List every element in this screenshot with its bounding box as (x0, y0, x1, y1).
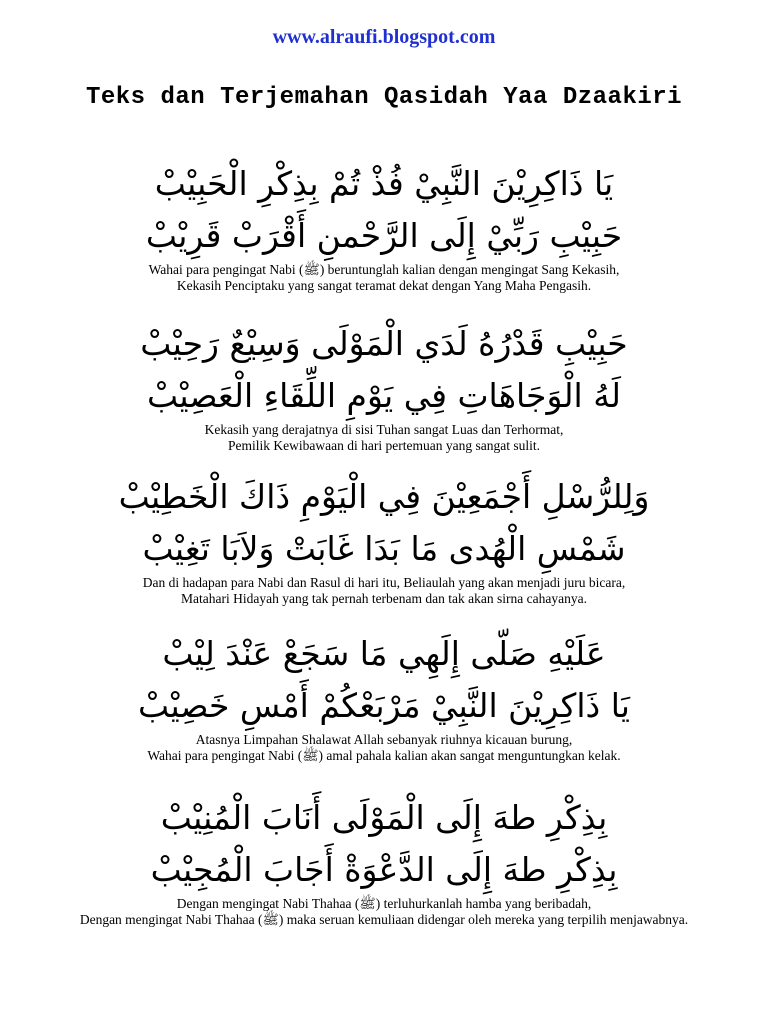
blog-url-link[interactable]: www.alraufi.blogspot.com (272, 26, 496, 48)
translation-line: Matahari Hidayah yang tak pernah terbenam dan tak akan sirna cahayanya. (181, 591, 587, 606)
arabic-line: حَبِيْبِ قَدْرُهُ لَدَي الْمَوْلَى وَسِيْعٌ رَحِيْبْ (140, 324, 628, 363)
translation-line: Pemilik Kewibawaan di hari pertemuan yang sangat sulit. (228, 438, 540, 453)
translation-line: Dengan mengingat Nabi Thahaa (ﷺ) maka seruan kemuliaan didengar oleh mereka yang terpilih menjawabnya. (79, 912, 689, 927)
stanza-5 (0, 792, 768, 928)
translation-line: Kekasih Penciptaku yang sangat teramat dekat dengan Yang Maha Pengasih. (176, 278, 592, 293)
arabic-line: يَا ذَاكِرِيْنَ النَّبِيْ فُذْ تُمْ بِذِكْرِ الْحَبِيْبْ (154, 164, 614, 203)
page-title: Teks dan Terjemahan Qasidah Yaa Dzaakiri (85, 84, 683, 111)
arabic-line: بِذِكْرِ طهَ إِلَى الْمَوْلَى أَنَابَ الْمُنِيْبْ (160, 798, 608, 837)
translation-line: Kekasih yang derajatnya di sisi Tuhan sangat Luas dan Terhormat, (204, 422, 564, 437)
arabic-line: يَا ذَاكِرِيْنَ النَّبِيْ مَرْبَعْكُمْ أَمْسِ خَصِيْبْ (138, 686, 630, 725)
translation-line: Dengan mengingat Nabi Thahaa (ﷺ) terluhurkanlah hamba yang beribadah, (176, 896, 592, 911)
arabic-line: بِذِكْرِ طهَ إِلَى الدَّعْوَةْ أَجَابَ الْمُجِيْبْ (150, 850, 618, 889)
translation-line: Atasnya Limpahan Shalawat Allah sebanyak riuhnya kicauan burung, (195, 732, 573, 747)
translation-line: Wahai para pengingat Nabi (ﷺ) beruntunglah kalian dengan mengingat Sang Kekasih, (148, 262, 620, 277)
arabic-line: لَهُ الْوَجَاهَاتِ فِي يَوْمِ اللِّقَاءِ الْعَصِيْبْ (147, 376, 621, 415)
arabic-line: وَلِلرُّسْلِ أَجْمَعِيْنَ فِي الْيَوْمِ ذَاكَ الْخَطِيْبْ (118, 477, 650, 516)
translation-line: Dan di hadapan para Nabi dan Rasul di hari itu, Beliaulah yang akan menjadi juru bicara, (142, 575, 626, 590)
translation-line: Wahai para pengingat Nabi (ﷺ) amal pahala kalian akan sangat menguntungkan kelak. (147, 748, 621, 763)
arabic-line: شَمْسِ الْهُدى مَا بَدَا غَابَتْ وَلاَبَا تَغِيْبْ (142, 529, 626, 568)
stanza-2 (0, 318, 768, 454)
stanza-3 (0, 471, 768, 607)
arabic-line: عَلَيْهِ صَلّى إِلَهِي مَا سَجَعْ عَنْدَ لِيْبْ (162, 634, 606, 673)
arabic-line: حَبِيْبِ رَبِّيْ إِلَى الرَّحْمنِ أَقْرَبْ قَرِيْبْ (145, 216, 623, 255)
stanza-1 (0, 158, 768, 294)
stanza-4 (0, 628, 768, 764)
